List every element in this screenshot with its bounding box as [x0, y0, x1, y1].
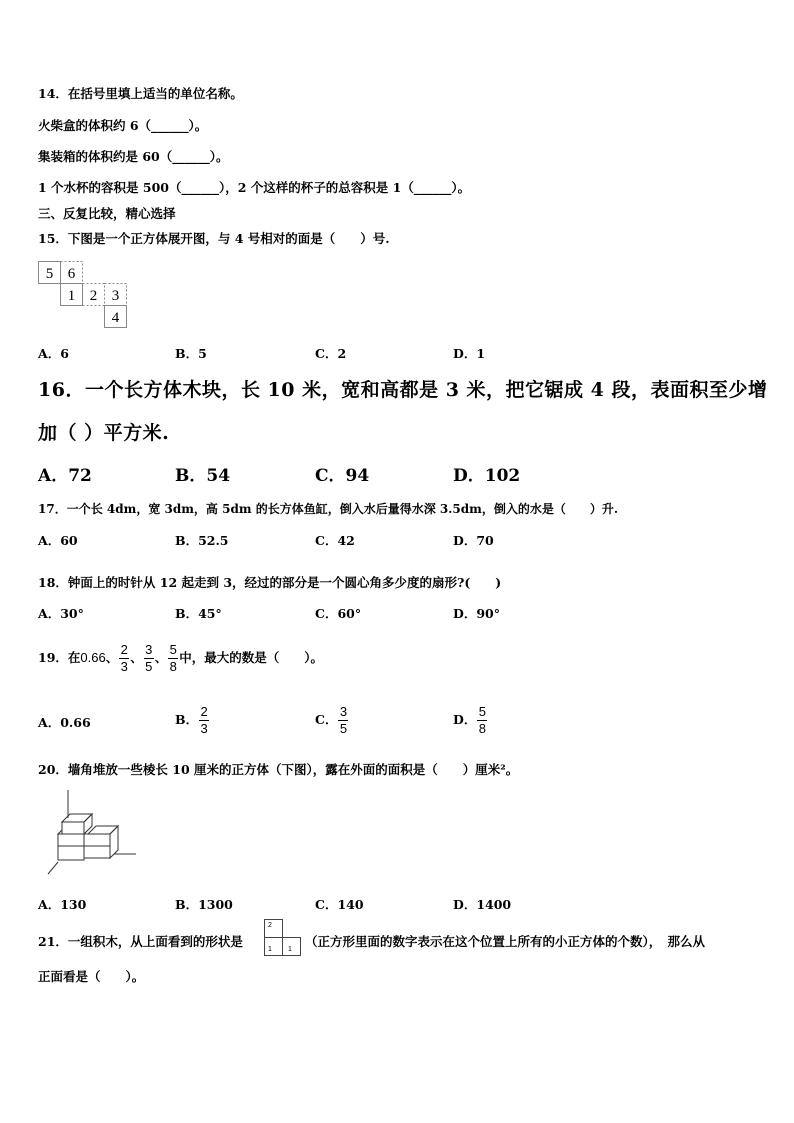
cube-front-face	[58, 846, 84, 860]
fraction-numerator: 2	[200, 704, 208, 719]
q18-option-b[interactable]: B．45°	[175, 606, 222, 621]
q20-option-b[interactable]: B．1300	[175, 897, 233, 912]
q19-prefix: 19．在	[38, 650, 81, 665]
top-view-grid	[264, 919, 302, 957]
option-fraction	[338, 705, 348, 736]
q18-option-a[interactable]: A．30°	[38, 606, 84, 621]
q19-fraction-3-5	[144, 643, 154, 674]
axis-front	[48, 862, 58, 874]
option-fraction	[199, 705, 209, 736]
cube-net-figure	[38, 261, 132, 329]
option-letter: B．	[175, 712, 199, 727]
option-fraction	[477, 705, 487, 736]
fraction-numerator: 2	[120, 642, 128, 657]
fraction-denominator: 3	[200, 721, 208, 736]
q19-fraction-2-3	[119, 643, 129, 674]
fraction-denominator: 8	[169, 659, 177, 674]
q16-option-a[interactable]: A．72	[38, 466, 92, 486]
grid-number: 1	[288, 946, 292, 953]
q19-option-d[interactable]	[453, 700, 488, 740]
q14-title: 14．在括号里填上适当的单位名称。	[38, 86, 243, 101]
q18-title: 18．钟面上的时针从 12 起走到 3，经过的部分是一个圆心角多少度的扇形?( )	[38, 575, 502, 590]
q19-suffix: 中，最大的数是（ ）。	[179, 650, 324, 665]
q16-line2: 加（ ）平方米.	[38, 422, 170, 444]
net-label-4: 4	[111, 310, 120, 326]
q20-option-a[interactable]: A．130	[38, 897, 87, 912]
q19-decimal: 0.66	[80, 650, 106, 665]
cube-side-face	[110, 826, 118, 858]
q17-option-c[interactable]: C．42	[315, 533, 355, 548]
fraction-numerator: 5	[169, 642, 177, 657]
cube-front-face	[62, 822, 84, 834]
q20-option-d[interactable]: D．1400	[453, 897, 512, 912]
q19-sep: 、	[154, 650, 168, 665]
q14-line3: 1 个水杯的容积是 500（______），2 个这样的杯子的总容积是 1（______）。	[38, 180, 471, 195]
q15-option-b[interactable]: B．5	[175, 346, 207, 361]
fraction-numerator: 5	[478, 704, 486, 719]
q20-title: 20．墙角堆放一些棱长 10 厘米的正方体（下图），露在外面的面积是（ ）厘米²。	[38, 762, 519, 777]
q18-option-d[interactable]: D．90°	[453, 606, 500, 621]
q19-option-a[interactable]: A．0.66	[38, 715, 91, 730]
q17-option-b[interactable]: B．52.5	[175, 533, 229, 548]
q16-option-c[interactable]: C．94	[315, 466, 370, 486]
net-label-5: 5	[45, 266, 54, 282]
fraction-denominator: 5	[339, 721, 348, 736]
net-label-6: 6	[67, 266, 76, 282]
section-heading: 三、反复比较，精心选择	[38, 206, 176, 221]
q19-option-b[interactable]	[175, 700, 210, 740]
net-label-1: 1	[67, 288, 76, 304]
option-letter: C．	[315, 712, 338, 727]
net-label-3: 3	[111, 288, 120, 304]
q17-option-a[interactable]: A．60	[38, 533, 78, 548]
fraction-denominator: 8	[478, 721, 486, 736]
stacked-cubes-figure	[44, 788, 138, 880]
cube-front-face	[84, 846, 110, 858]
q15-title: 15．下图是一个正方体展开图，与 4 号相对的面是（ ）号.	[38, 231, 390, 246]
q19-sep: 、	[105, 650, 119, 665]
grid-number: 1	[268, 946, 272, 953]
q19-fraction-5-8	[168, 643, 178, 674]
option-letter: D．	[453, 712, 477, 727]
q16-line1: 16．一个长方体木块，长 10 米，宽和高都是 3 米，把它锯成 4 段，表面积至少增	[38, 379, 768, 401]
q19-sep: 、	[130, 650, 143, 665]
q16-option-b[interactable]: B．54	[175, 466, 231, 486]
q15-option-d[interactable]: D．1	[453, 346, 486, 361]
q17-option-d[interactable]: D．70	[453, 533, 494, 548]
q15-option-a[interactable]: A．6	[38, 346, 69, 361]
grid-number: 2	[268, 922, 272, 929]
fraction-denominator: 5	[145, 659, 153, 674]
fraction-numerator: 3	[145, 642, 153, 657]
q21-line2: 正面看是（ ）。	[38, 969, 145, 984]
q16-option-d[interactable]: D．102	[453, 466, 521, 486]
cube-edge	[58, 830, 62, 834]
fraction-denominator: 3	[120, 659, 128, 674]
q14-line2: 集装箱的体积约是 60（______）。	[38, 149, 229, 164]
q14-line1: 火柴盒的体积约 6（______）。	[38, 118, 208, 133]
q18-option-c[interactable]: C．60°	[315, 606, 362, 621]
q19-question	[38, 638, 323, 678]
net-label-2: 2	[89, 288, 98, 304]
q21-suffix: （正方形里面的数字表示在这个位置上所有的小正方体的个数）， 那么从	[305, 934, 706, 949]
fraction-numerator: 3	[339, 704, 348, 719]
cube-front-face	[58, 834, 84, 846]
q17-title: 17．一个长 4dm，宽 3dm，高 5dm 的长方体鱼缸，倒入水后量得水深 3.5dm，倒入的水是（ ）升.	[38, 502, 619, 516]
q20-option-c[interactable]: C．140	[315, 897, 364, 912]
q19-option-c[interactable]	[315, 700, 349, 740]
q21-prefix: 21．一组积木，从上面看到的形状是	[38, 934, 243, 949]
cube-front-face	[84, 834, 110, 846]
q15-option-c[interactable]: C．2	[315, 346, 347, 361]
